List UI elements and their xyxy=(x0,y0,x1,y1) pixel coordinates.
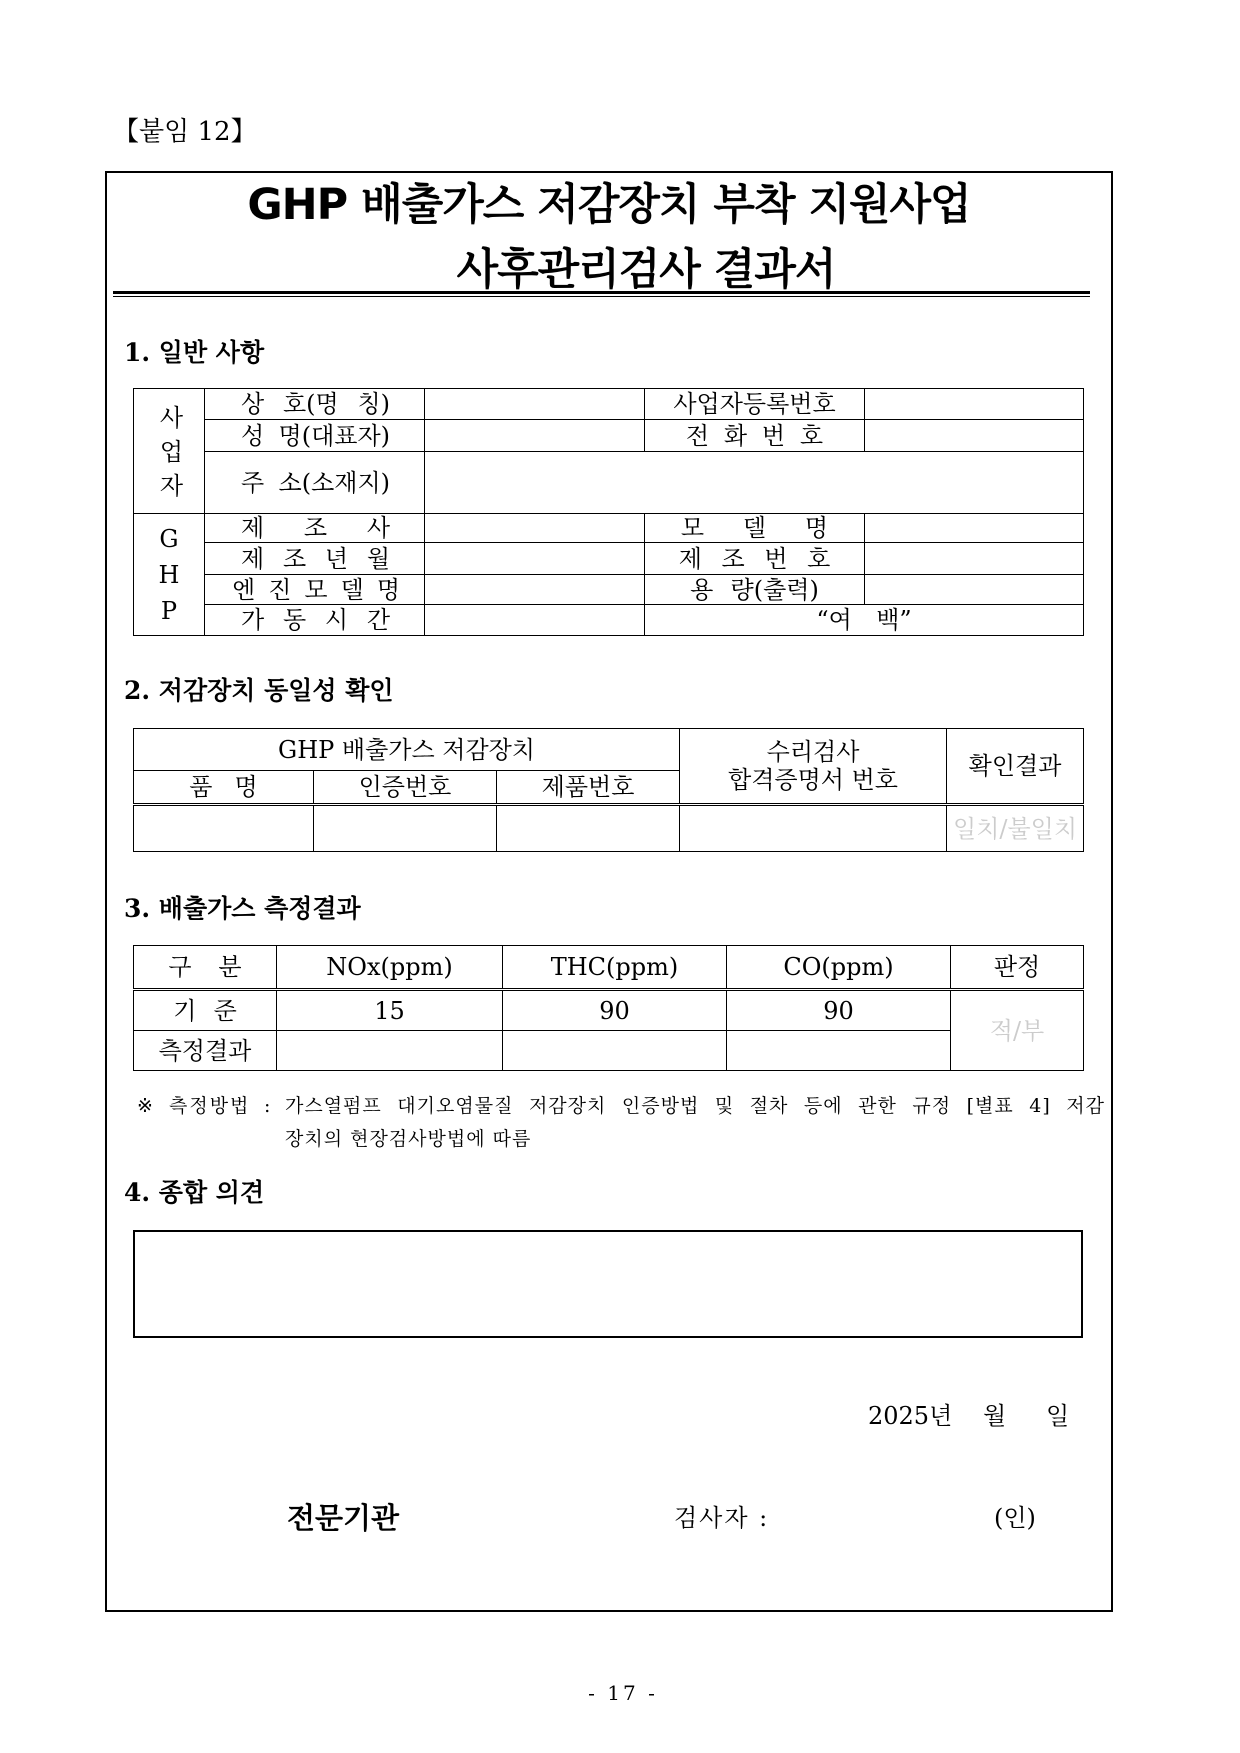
thc-header: THC(ppm) xyxy=(503,946,727,990)
document-title-line2: 사후관리검사 결과서 xyxy=(456,245,836,295)
engine-model-label: 엔 진 모 델 명 xyxy=(232,575,400,604)
note-label: 측정방법 xyxy=(169,1095,251,1117)
result-placeholder: 일치/불일치 xyxy=(953,814,1078,843)
operating-hours-label: 가 동 시 간 xyxy=(241,606,390,634)
reg-no-label: 사업자등록번호 xyxy=(673,390,836,418)
operating-hours-value-cell xyxy=(425,605,645,636)
standard-co-value: 90 xyxy=(727,990,951,1031)
mfg-date-label-cell xyxy=(205,543,425,575)
phone-value-cell xyxy=(865,420,1084,452)
capacity-label: 용 량(출력) xyxy=(690,575,819,604)
measured-label-cell: 측정결과 xyxy=(134,1031,277,1071)
overall-opinion-box xyxy=(133,1230,1083,1338)
standard-label-cell xyxy=(134,990,277,1031)
reg-no-value-cell xyxy=(865,389,1084,420)
page-number: - 17 - xyxy=(588,1681,658,1705)
capacity-label-cell xyxy=(645,575,865,605)
product-name-cell xyxy=(134,805,314,852)
category-header-label: 구 분 xyxy=(168,953,242,981)
table-row xyxy=(134,575,1084,605)
category-header xyxy=(134,946,277,990)
business-name-value-cell xyxy=(425,389,645,420)
standard-nox-value: 15 xyxy=(277,990,503,1031)
note-colon: : xyxy=(264,1095,271,1117)
repair-cert-header xyxy=(680,729,947,805)
manufacturer-label-cell xyxy=(205,514,425,543)
note-text-line1: 가스열펌프 대기오염물질 저감장치 인증방법 및 절차 등에 관한 규정 [별표 4] 저감 xyxy=(285,1095,1105,1117)
capacity-value-cell xyxy=(865,575,1084,605)
ghp-group-label: GHP xyxy=(155,524,183,633)
address-label-cell xyxy=(205,452,425,514)
attachment-label: 【붙임 12】 xyxy=(113,117,257,147)
business-group-cell xyxy=(134,389,205,514)
model-label-cell xyxy=(645,514,865,543)
result-header: 확인결과 xyxy=(947,729,1084,805)
representative-value-cell xyxy=(425,420,645,452)
general-info-table xyxy=(133,388,1084,636)
table-row xyxy=(134,729,1084,771)
seal-mark: (인) xyxy=(994,1504,1036,1532)
date-year: 2025년 xyxy=(868,1402,953,1430)
table-row xyxy=(134,452,1084,514)
manufacturer-label: 제 조 사 xyxy=(241,514,390,542)
engine-model-value-cell xyxy=(425,575,645,605)
section3-heading: 3. 배출가스 측정결과 xyxy=(124,894,361,923)
standard-label: 기 준 xyxy=(173,996,237,1025)
model-label: 모 델 명 xyxy=(680,514,829,542)
verdict-placeholder: 적/부 xyxy=(989,1016,1045,1045)
title-double-rule xyxy=(113,291,1090,297)
engine-model-label-cell xyxy=(205,575,425,605)
blank-note: “여 백” xyxy=(816,606,912,634)
table-row xyxy=(134,605,1084,636)
emission-result-table xyxy=(133,945,1084,1071)
repair-cert-header-line2: 합격증명서 번호 xyxy=(728,766,898,794)
business-group-label: 사업자 xyxy=(155,405,183,507)
serial-label-cell xyxy=(645,543,865,575)
measured-co-cell xyxy=(727,1031,951,1071)
measured-nox-cell xyxy=(277,1031,503,1071)
table-row xyxy=(134,420,1084,452)
product-name-header-label: 품 명 xyxy=(189,773,258,801)
section4-heading: 4. 종합 의견 xyxy=(124,1178,265,1207)
table-row xyxy=(134,514,1084,543)
document-title-line1: GHP 배출가스 저감장치 부착 지원사업 xyxy=(247,180,971,230)
result-cell xyxy=(947,805,1084,852)
section1-heading: 1. 일반 사항 xyxy=(124,338,265,367)
representative-label-cell xyxy=(205,420,425,452)
table-row xyxy=(134,1031,1084,1071)
phone-label-cell xyxy=(645,420,865,452)
cert-number-header: 인증번호 xyxy=(314,771,497,805)
phone-label: 전 화 번 호 xyxy=(685,421,824,450)
agency-label: 전문기관 xyxy=(287,1501,400,1535)
mfg-date-label: 제 조 년 월 xyxy=(241,544,390,573)
blank-note-cell xyxy=(645,605,1084,636)
section2-heading: 2. 저감장치 동일성 확인 xyxy=(124,676,394,705)
table-row xyxy=(134,946,1084,990)
model-value-cell xyxy=(865,514,1084,543)
device-group-header: GHP 배출가스 저감장치 xyxy=(134,729,680,771)
table-row xyxy=(134,805,1084,852)
table-row xyxy=(134,990,1084,1031)
repair-cert-cell xyxy=(680,805,947,852)
repair-cert-header-line1: 수리검사 xyxy=(766,738,860,766)
device-identity-table xyxy=(133,728,1084,852)
mfg-date-value-cell xyxy=(425,543,645,575)
note-mark: ※ xyxy=(137,1095,153,1117)
serial-value-cell xyxy=(865,543,1084,575)
standard-thc-value: 90 xyxy=(503,990,727,1031)
note-text-line2: 장치의 현장검사방법에 따름 xyxy=(285,1128,532,1150)
date-month-unit: 월 xyxy=(983,1402,1007,1430)
cert-number-cell xyxy=(314,805,497,852)
representative-label: 성 명(대표자) xyxy=(241,421,390,450)
product-name-header xyxy=(134,771,314,805)
manufacturer-value-cell xyxy=(425,514,645,543)
ghp-group-cell xyxy=(134,514,205,636)
product-number-cell xyxy=(497,805,680,852)
serial-label: 제 조 번 호 xyxy=(678,544,831,573)
verdict-header: 판정 xyxy=(951,946,1084,990)
table-row xyxy=(134,389,1084,420)
inspector-label: 검사자 : xyxy=(674,1504,770,1532)
address-value-cell xyxy=(425,452,1084,514)
co-header: CO(ppm) xyxy=(727,946,951,990)
business-name-label-cell xyxy=(205,389,425,420)
address-label: 주 소(소재지) xyxy=(241,468,390,497)
operating-hours-label-cell xyxy=(205,605,425,636)
date-day-unit: 일 xyxy=(1046,1402,1070,1430)
nox-header: NOx(ppm) xyxy=(277,946,503,990)
table-row xyxy=(134,543,1084,575)
reg-no-label-cell xyxy=(645,389,865,420)
product-number-header: 제품번호 xyxy=(497,771,680,805)
verdict-cell xyxy=(951,990,1084,1071)
business-name-label: 상 호(명 칭) xyxy=(241,390,390,418)
measured-thc-cell xyxy=(503,1031,727,1071)
